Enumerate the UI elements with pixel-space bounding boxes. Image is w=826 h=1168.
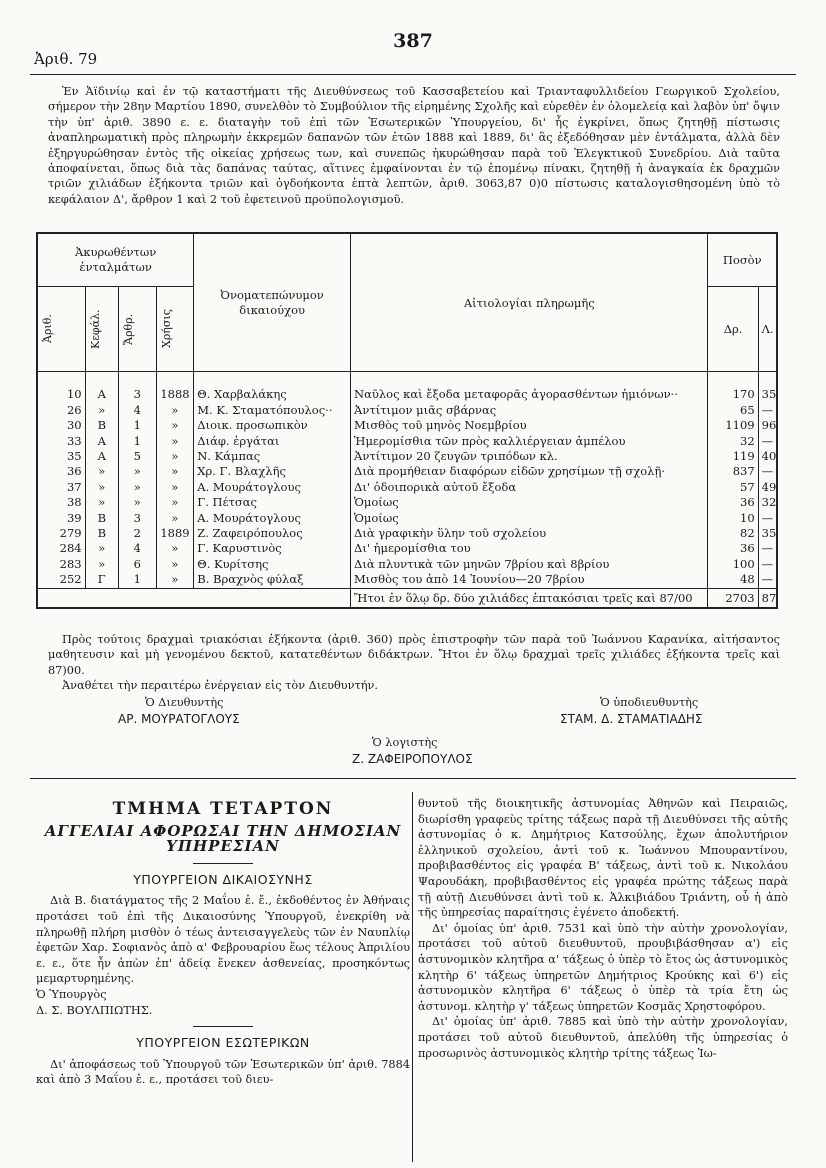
row-chapter: Α bbox=[85, 387, 118, 402]
refund-paragraph: Πρὸς τούτοις δραχμαὶ τριακόσιαι ἑξήκοντα (ἀριθ. 360) πρὸς ἐπιστροφὴν τῶν παρὰ τοῦ Ἰωάννου Καρανίκα, αἰτήσαντος μαθητευσιν καὶ μὴ γενομένου δεκτοῦ, κατατεθέντων διδάκτρων. Ἤτοι ἐν ὅλῳ δραχμαὶ τρεῖς χιλιάδες ἑξήκοντα τρεῖς καὶ 87)00. bbox=[48, 633, 780, 677]
total-text: Ἤτοι ἐν ὅλῳ δρ. δύο χιλιάδες ἑπτακόσιαι τρεῖς καὶ 87/00 bbox=[351, 588, 708, 608]
cancelled-warrants-header: Ἀκυρωθέντων ἐνταλμάτων bbox=[37, 233, 194, 287]
row-lepta: 32 bbox=[758, 495, 777, 510]
table-row bbox=[37, 464, 777, 479]
assign-paragraph: Ἀναθέτει τὴν περαιτέρω ἐνέργειαν εἰς τὸν Διευθυντήν. bbox=[62, 679, 379, 693]
intro-paragraph bbox=[48, 84, 780, 207]
row-drachmas: 837 bbox=[708, 464, 758, 479]
row-lepta: 49 bbox=[758, 480, 777, 495]
table-row bbox=[37, 403, 777, 418]
row-drachmas: 170 bbox=[708, 387, 758, 402]
reason-header: Αἰτιολογίαι πληρωμῆς bbox=[351, 233, 708, 372]
row-reason: Μισθὸς τοῦ μηνὸς Νοεμβρίου bbox=[351, 418, 708, 433]
row-beneficiary: Θ. Κυρίτσης bbox=[194, 557, 351, 572]
row-year: » bbox=[156, 511, 194, 526]
table-row bbox=[37, 387, 777, 402]
row-chapter: Γ bbox=[85, 572, 118, 588]
row-beneficiary: Μ. Κ. Σταματόπουλος·· bbox=[194, 403, 351, 418]
row-beneficiary: Θ. Χαρβαλάκης bbox=[194, 387, 351, 402]
minister-name: Δ. Σ. ΒΟΥΛΠΙΩΤΗΣ. bbox=[36, 1003, 153, 1017]
row-number: 36 bbox=[37, 464, 85, 479]
row-number: 252 bbox=[37, 572, 85, 588]
row-beneficiary: Γ. Πέτσας bbox=[194, 495, 351, 510]
row-lepta: 40 bbox=[758, 449, 777, 464]
accountant-name: Ζ. ΖΑΦΕΙΡΟΠΟΥΛΟΣ bbox=[352, 752, 473, 766]
row-year: » bbox=[156, 480, 194, 495]
table-row bbox=[37, 449, 777, 464]
row-drachmas: 57 bbox=[708, 480, 758, 495]
interior-heading: ΥΠΟΥΡΓΕΙΟΝ ΕΣΩΤΕΡΙΚΩΝ bbox=[136, 1035, 310, 1051]
beneficiary-header: Ὀνοματεπώνυμον δικαιούχου bbox=[194, 233, 351, 372]
row-drachmas: 100 bbox=[708, 557, 758, 572]
row-chapter: Α bbox=[85, 449, 118, 464]
row-reason: Διὰ πλυντικὰ τῶν μηνῶν 7βρίου καὶ 8βρίου bbox=[351, 557, 708, 572]
table-row bbox=[37, 418, 777, 433]
table-row bbox=[37, 557, 777, 572]
table-row bbox=[37, 495, 777, 510]
row-reason: Ναῦλος καὶ ἔξοδα μεταφορᾶς ἀγορασθέντων ἡμιόνων·· bbox=[351, 387, 708, 402]
row-number: 10 bbox=[37, 387, 85, 402]
row-chapter: Β bbox=[85, 418, 118, 433]
row-number: 30 bbox=[37, 418, 85, 433]
header-rule bbox=[30, 74, 796, 75]
row-number: 35 bbox=[37, 449, 85, 464]
row-beneficiary: Διάφ. ἐργάται bbox=[194, 434, 351, 449]
row-number: 39 bbox=[37, 511, 85, 526]
row-reason: Δι' ὁδοιπορικὰ αὐτοῦ ἔξοδα bbox=[351, 480, 708, 495]
table-row bbox=[37, 480, 777, 495]
subdirector-title: Ὁ ὑποδιευθυντὴς bbox=[600, 696, 699, 709]
subdirector-name: ΣΤΑΜ. Δ. ΣΤΑΜΑΤΙΑΔΗΣ bbox=[560, 712, 703, 726]
row-year: » bbox=[156, 495, 194, 510]
section-separator bbox=[30, 778, 796, 779]
divider bbox=[193, 863, 253, 864]
row-article: 3 bbox=[119, 511, 157, 526]
lepta-header: Λ. bbox=[758, 287, 777, 372]
column-divider bbox=[412, 792, 413, 1162]
row-reason: Ἀντίτιμον μιᾶς σβάρνας bbox=[351, 403, 708, 418]
row-lepta: — bbox=[758, 403, 777, 418]
row-article: 1 bbox=[119, 434, 157, 449]
row-number: 279 bbox=[37, 526, 85, 541]
row-beneficiary: Διοικ. προσωπικὸν bbox=[194, 418, 351, 433]
total-lepta: 87 bbox=[758, 588, 777, 608]
row-beneficiary: Γ. Καρυστινὸς bbox=[194, 541, 351, 556]
row-drachmas: 32 bbox=[708, 434, 758, 449]
row-year: » bbox=[156, 418, 194, 433]
payments-body bbox=[37, 372, 777, 589]
row-number: 38 bbox=[37, 495, 85, 510]
row-drachmas: 65 bbox=[708, 403, 758, 418]
row-article: 5 bbox=[119, 449, 157, 464]
row-year: » bbox=[156, 403, 194, 418]
row-number: 33 bbox=[37, 434, 85, 449]
table-row bbox=[37, 572, 777, 588]
row-reason: Διὰ γραφικὴν ὕλην τοῦ σχολείου bbox=[351, 526, 708, 541]
row-year: 1888 bbox=[156, 387, 194, 402]
section-subtitle: ΑΓΓΕΛΙΑΙ ΑΦΟΡΩΣΑΙ ΤΗΝ ΔΗΜΟΣΙΑΝ ΥΠΗΡΕΣΙΑΝ bbox=[44, 821, 402, 856]
row-article: 4 bbox=[119, 403, 157, 418]
row-article: 4 bbox=[119, 541, 157, 556]
row-article: 1 bbox=[119, 418, 157, 433]
minister-title: Ὁ Ὑπουργὸς bbox=[36, 987, 107, 1001]
row-chapter: » bbox=[85, 541, 118, 556]
row-year: » bbox=[156, 449, 194, 464]
row-reason: Δι' ἡμερομίσθια του bbox=[351, 541, 708, 556]
row-year: » bbox=[156, 464, 194, 479]
row-number: 284 bbox=[37, 541, 85, 556]
row-chapter: » bbox=[85, 464, 118, 479]
row-lepta: — bbox=[758, 434, 777, 449]
row-year: » bbox=[156, 541, 194, 556]
director-name: ΑΡ. ΜΟΥΡΑΤΟΓΛΟΥΣ bbox=[118, 712, 240, 726]
table-row bbox=[37, 511, 777, 526]
table-row bbox=[37, 434, 777, 449]
row-chapter: » bbox=[85, 495, 118, 510]
row-chapter: Α bbox=[85, 434, 118, 449]
decision-number: Ἀριθ. 79 bbox=[34, 50, 98, 68]
row-beneficiary: Α. Μουράτογλους bbox=[194, 511, 351, 526]
row-beneficiary: Β. Βραχνὸς φύλαξ bbox=[194, 572, 351, 588]
row-lepta: — bbox=[758, 511, 777, 526]
row-reason: Ἡμερομίσθια τῶν πρὸς καλλιέργειαν ἀμπέλου bbox=[351, 434, 708, 449]
section-title: ΤΜΗΜΑ ΤΕΤΑΡΤΟΝ bbox=[112, 799, 334, 819]
row-beneficiary: Ζ. Ζαφειρόπουλος bbox=[194, 526, 351, 541]
row-lepta: — bbox=[758, 572, 777, 588]
row-drachmas: 36 bbox=[708, 495, 758, 510]
row-lepta: — bbox=[758, 541, 777, 556]
row-drachmas: 36 bbox=[708, 541, 758, 556]
after-table-text bbox=[48, 632, 780, 694]
row-year: 1889 bbox=[156, 526, 194, 541]
table-row bbox=[37, 526, 777, 541]
row-drachmas: 48 bbox=[708, 572, 758, 588]
row-reason: Διὰ προμήθειαν διαφόρων εἰδῶν χρησίμων τῇ σχολῇ· bbox=[351, 464, 708, 479]
interior-text: Δι' ἀποφάσεως τοῦ Ὑπουργοῦ τῶν Ἐσωτερικῶν ὑπ' ἀριθ. 7884 καὶ ἀπὸ 3 Μαΐου ἐ. ε., προτάσει τοῦ διευ- bbox=[36, 1057, 410, 1087]
accountant-title: Ὁ λογιστὴς bbox=[372, 736, 438, 749]
row-chapter: » bbox=[85, 557, 118, 572]
col-chapter-header: Κεφάλ. bbox=[88, 309, 102, 349]
divider bbox=[193, 1026, 253, 1027]
justice-heading: ΥΠΟΥΡΓΕΙΟΝ ΔΙΚΑΙΟΣΥΝΗΣ bbox=[133, 871, 313, 887]
row-reason: Ἀντίτιμον 20 ζευγῶν τριπόδων κλ. bbox=[351, 449, 708, 464]
left-column bbox=[36, 796, 410, 1088]
row-drachmas: 10 bbox=[708, 511, 758, 526]
row-drachmas: 82 bbox=[708, 526, 758, 541]
right-column bbox=[418, 796, 788, 1061]
col-year-header: Χρήσις bbox=[159, 309, 173, 349]
row-reason: Ὁμοίως bbox=[351, 511, 708, 526]
row-article: 3 bbox=[119, 387, 157, 402]
drachma-header: Δρ. bbox=[708, 287, 758, 372]
row-article: » bbox=[119, 480, 157, 495]
row-lepta: 35 bbox=[758, 387, 777, 402]
row-year: » bbox=[156, 572, 194, 588]
row-article: » bbox=[119, 495, 157, 510]
row-number: 26 bbox=[37, 403, 85, 418]
row-year: » bbox=[156, 557, 194, 572]
row-chapter: Β bbox=[85, 511, 118, 526]
director-title: Ὁ Διευθυντὴς bbox=[145, 696, 224, 709]
row-number: 283 bbox=[37, 557, 85, 572]
row-article: 1 bbox=[119, 572, 157, 588]
row-reason: Μισθὸς του ἀπὸ 14 Ἰουνίου—20 7βρίου bbox=[351, 572, 708, 588]
row-lepta: — bbox=[758, 557, 777, 572]
intro-text: Ἐν Ἀϊδινίῳ καὶ ἐν τῷ καταστήματι τῆς Διευθύνσεως τοῦ Κασσαβετείου καὶ Τριανταφυλλιδείου Γεωργικοῦ Σχολείου, σήμερον τὴν 28ην Μαρτίου 1890, συνελθὸν τὸ Συμβούλιον τῆς εἰρημένης Σχολῆς καὶ εὑρεθὲν ἐν ὁλομελείᾳ καὶ λαβὸν ὑπ' ὄψιν τὴν ὑπ' ἀριθ. 3890 ε. ε. διαταγὴν τοῦ ἐπὶ τῶν Ἐσωτερικῶν Ὑπουργείου, δι' ἧς ἐγκρίνει, ὅπως ζητηθῇ πίστωσις ἀναπληρωματικὴ πρὸς πληρωμὴν ἐκκρεμῶν δαπανῶν τῶν ἐτῶν 1888 καὶ 1889, δι' ἃς ἐξεδόθησαν μὲν ἐντάλματα, ἀλλὰ δὲν ἐξηργυρώθησαν ἐντὸς τῆς οἰκείας χρήσεως των, καὶ συνεπῶς ἠκυρώθησαν παρὰ τοῦ Ἐλεγκτικοῦ Συνεδρίου. Διὰ ταῦτα ἀποφαίνεται, ὅπως διὰ τὰς δαπάνας ταύτας, αἵτινες ἐμφαίνονται ἐν τῷ ἑπομένῳ πίνακι, ζητηθῇ ἡ ἀναγκαία ἐκ δραχμῶν τριῶν χιλιάδων ἑξήκοντα τριῶν καὶ ὀγδοήκοντα ἑπτὰ λεπτῶν, ἀριθ. 3063,87 0)0 πίστωσις καταλογισθησομένη ὑπὸ τὸ κεφάλαιον Δ', ἄρθρον 1 καὶ 2 τοῦ ἐφετεινοῦ προϋπολογισμοῦ. bbox=[48, 85, 780, 206]
row-year: » bbox=[156, 434, 194, 449]
row-article: 2 bbox=[119, 526, 157, 541]
row-article: 6 bbox=[119, 557, 157, 572]
row-chapter: Β bbox=[85, 526, 118, 541]
justice-text: Διὰ Β. διατάγματος τῆς 2 Μαΐου ἐ. ἔ., ἐκδοθέντος ἐν Ἀθήναις προτάσει τοῦ ἐπὶ τῆς Δικαιοσύνης Ὑπουργοῦ, ἐνεκρίθη νὰ πληρωθῇ πλήρη μισθὸν ὁ τέως ἀντεισαγγελεὺς τῶν ἐν Ναυπλίῳ ἐφετῶν Χαρ. Σοφιανὸς ἀπὸ α' Φεβρουαρίου ἕως τέλους Ἀπριλίου ε. ε., ὅτε ἦν ἀπὼν ἐπ' ἀδείᾳ ἕνεκεν ἀσθενείας, προσηκόντως μεμαρτυρημένης. bbox=[36, 894, 410, 986]
row-lepta: — bbox=[758, 464, 777, 479]
col-number-header: Ἀριθ. bbox=[41, 314, 54, 344]
total-drachmas: 2703 bbox=[708, 588, 758, 608]
row-reason: Ὁμοίως bbox=[351, 495, 708, 510]
row-beneficiary: Α. Μουράτογλους bbox=[194, 480, 351, 495]
row-beneficiary: Ν. Κάμπας bbox=[194, 449, 351, 464]
page-number: 387 bbox=[393, 30, 433, 52]
row-lepta: 35 bbox=[758, 526, 777, 541]
col-article-header: Ἄρθρ. bbox=[122, 313, 136, 345]
table-row bbox=[37, 541, 777, 556]
row-article: » bbox=[119, 464, 157, 479]
row-beneficiary: Χρ. Γ. Βλαχλῆς bbox=[194, 464, 351, 479]
right-paragraph-3: Δι' ὁμοίας ὑπ' ἀριθ. 7885 καὶ ὑπὸ τὴν αὐτὴν χρονολογίαν, προτάσει τοῦ αὐτοῦ διευθυντοῦ, ἀπελύθη τῆς ὑπηρεσίας ὁ προσωρινὸς ἀστυνομικὸς κλητὴρ τρίτης τάξεως Ἰω- bbox=[418, 1015, 788, 1060]
row-chapter: » bbox=[85, 480, 118, 495]
row-number: 37 bbox=[37, 480, 85, 495]
payments-table bbox=[36, 232, 778, 609]
right-paragraph-2: Δι' ὁμοίας ὑπ' ἀριθ. 7531 καὶ ὑπὸ τὴν αὐτὴν χρονολογίαν, προτάσει τοῦ αὐτοῦ διευθυντοῦ, προυβιβάσθησαν α') εἰς ἀστυνομικὸν κλητῆρα α' τάξεως ὁ ὑπὲρ τὸ ἔτος ὡς ἀστυνομικὸς κλητὴρ 6' τάξεως ὑπηρετῶν Δημήτριος Κρούκης καὶ 6') εἰς ἀστυνομικὸν κλητῆρα 6' τάξεως ὁ ὑπὲρ τὰ τρία ἔτη ὡς ἀστυνομ. κλητὴρ γ' τάξεως ὑπηρετῶν Κοσμᾶς Χρηστοφόρου. bbox=[418, 921, 788, 1013]
row-drachmas: 119 bbox=[708, 449, 758, 464]
row-lepta: 96 bbox=[758, 418, 777, 433]
right-paragraph-1: θυντοῦ τῆς διοικητικῆς ἀστυνομίας Ἀθηνῶν καὶ Πειραιῶς, διωρίσθη γραφεὺς τρίτης τάξεως παρὰ τῇ Διευθύνσει τῆς αὐτῆς ἀστυνομίας ὁ κ. Δημήτριος Κατσούλης, ἔχων ἀπολυτήριον ἑλληνικοῦ σχολείου, ἀντὶ τοῦ κ. Ἰωάννου Μπουραντίνου, προβιβασθέντος εἰς γραφέα Β' τάξεως, ἀντὶ τοῦ κ. Νικολάου Ψαρουδάκη, προβιβασθέντος εἰς γραφέα πρώτης τάξεως παρὰ τῇ αὐτῇ Διευθύνσει ἀντὶ τοῦ κ. Ἀλκιβιάδου Τριάντη, οὗ ἡ ἀπὸ τῆς ὑπηρεσίας παραίτησις ἐγένετο ἀποδεκτή. bbox=[418, 797, 788, 920]
row-chapter: » bbox=[85, 403, 118, 418]
amount-header: Ποσὸν bbox=[708, 233, 777, 287]
row-drachmas: 1109 bbox=[708, 418, 758, 433]
